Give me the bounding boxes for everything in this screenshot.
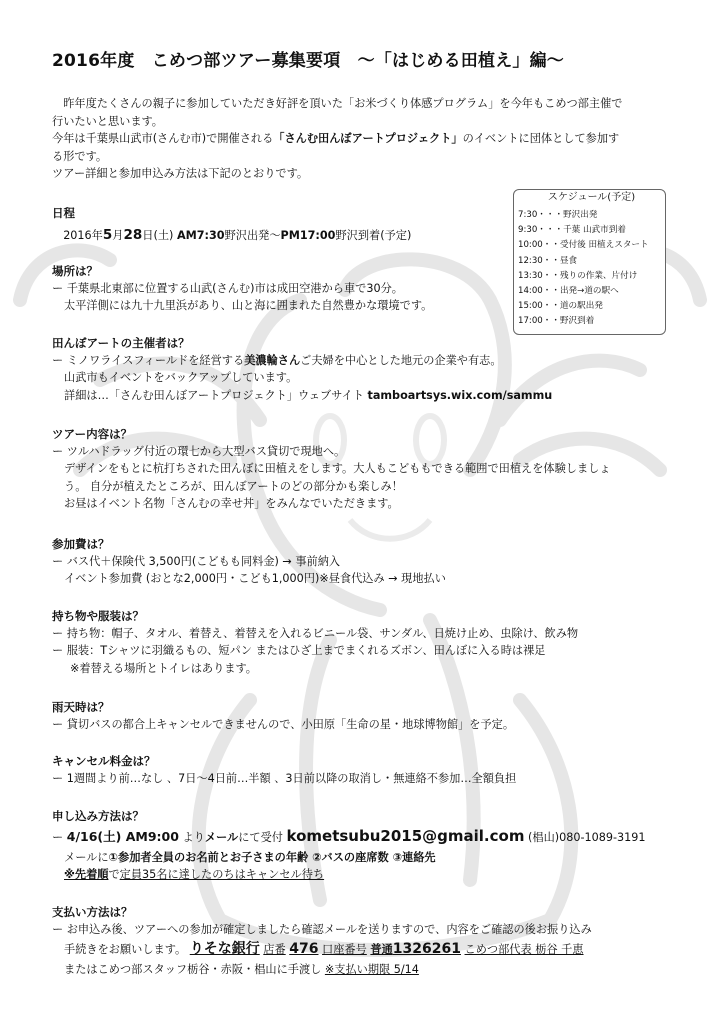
apply-line: ー 4/16(土) AM9:00 よりメールにて受付 kometsubu2015@gmail.com (椙山)080-1089-3191	[52, 827, 646, 845]
payment-line: ー お申込み後、ツアーへの参加が確定しましたら確認メールを送りますので、内容をご確認の後お振り込み	[52, 923, 592, 936]
section-cancel	[52, 752, 702, 787]
payment-line: 手続きをお願いします。 りそな銀行 店番 476 口座番号 普通1326261 こめつ部代表 栃谷 千恵	[64, 941, 584, 958]
tour-line: デザインをもとに杭打ちされた田んぼに田植えをします。大人もこどももできる範囲で田植えを体験しましょ	[64, 462, 611, 476]
apply-line: メールに①参加者全員のお名前とお子さまの年齢 ②バスの座席数 ③連絡先	[64, 851, 436, 864]
section-apply	[52, 807, 702, 884]
section-fee	[52, 535, 702, 588]
website-link[interactable]: tamboartsys.wix.com/sammu	[367, 388, 553, 402]
section-heading: 田んぼアートの主催者は？	[52, 336, 190, 350]
cancel-line: ー 1週間より前…なし 、7日〜4日前…半額 、3日前以降の取消し・無連絡不参加…全額負担	[52, 772, 517, 785]
section-heading: ツアー内容は？	[52, 427, 133, 441]
schedule-item: 13:30・・残りの作業、片付け	[518, 270, 638, 281]
section-date	[52, 204, 702, 244]
page-title: 2016年度 こめつ部ツアー募集要項 〜「はじめる田植え」編〜	[52, 51, 565, 71]
tour-line: お昼はイベント名物「さんむの幸せ丼」をみんなでいただきます。	[64, 497, 399, 511]
items-line: ー 服装：Tシャツに羽織るもの、短パン またはひざ上までまくれるズボン、田んぼに入る時は裸足	[52, 644, 546, 658]
section-place	[52, 262, 702, 315]
intro-line: 昨年度たくさんの親子に参加していただき好評を頂いた「お米づくり体感プログラム」を今年もこめつ部主催で	[52, 97, 623, 110]
schedule-item: 10:00・・受付後 田植えスタート	[518, 240, 649, 251]
section-heading: 支払い方法は？	[52, 905, 133, 919]
section-heading: 場所は？	[52, 264, 98, 278]
schedule-item: 17:00・・野沢到着	[518, 316, 595, 327]
payment-line: またはこめつ部スタッフ栃谷・赤阪・椙山に手渡し ※支払い期限 5/14	[64, 963, 419, 977]
intro-line: る形です。	[52, 149, 108, 163]
intro-line: 今年は千葉県山武市(さんむ市)で開催される「さんむ田んぼアートプロジェクト」のイベントに団体として参加す	[52, 132, 620, 145]
apply-line: ※先着順で定員35名に達したのちはキャンセル待ち	[64, 868, 325, 882]
section-heading: キャンセル料金は？	[52, 754, 156, 768]
intro-line: 行いたいと思います。	[52, 114, 163, 128]
schedule-item: 7:30・・・野沢出発	[518, 210, 598, 220]
intro-line: ツアー詳細と参加申込み方法は下記のとおりです。	[52, 167, 309, 180]
organizer-line: ー ミノワライスフィールドを経営する美濃輪さんご夫婦を中心とした地元の企業や有志。	[52, 354, 502, 367]
fee-line: ー バス代＋保険代 3,500円(こどもも同料金) → 事前納入	[52, 555, 341, 568]
section-payment	[52, 903, 702, 979]
schedule-item: 14:00・・出発→道の駅へ	[518, 286, 619, 297]
schedule-item: 9:30・・・千葉 山武市到着	[518, 225, 626, 236]
date-line: 2016年5月28日(土) AM7:30野沢出発〜PM17:00野沢到着(予定)	[52, 227, 412, 243]
tour-line: ー ツルハドラッグ付近の環七から大型バス貸切で現地へ。	[52, 445, 346, 458]
schedule-item: 15:00・・道の駅出発	[518, 301, 603, 312]
section-heading: 日程	[52, 206, 75, 220]
schedule-item: 12:30・・昼食	[518, 255, 578, 266]
items-line: ※着替える場所とトイレはあります。	[70, 661, 257, 675]
section-tour	[52, 425, 702, 513]
rain-line: ー 貸切バスの都合上キャンセルできませんので、小田原「生命の星・地球博物館」を予定。	[52, 718, 515, 731]
organizer-line: 山武市もイベントをバックアップしています。	[64, 371, 298, 385]
place-line: 太平洋側には九十九里浜があり、山と海に囲まれた自然豊かな環境です。	[64, 299, 433, 313]
section-organizer	[52, 334, 702, 404]
section-rain	[52, 698, 702, 733]
section-heading: 雨天時は？	[52, 700, 110, 714]
organizer-line: 詳細は…「さんむ田んぼアートプロジェクト」ウェブサイト tamboartsys.wix.com/sammu	[64, 388, 553, 402]
section-items	[52, 607, 702, 677]
intro-paragraph	[52, 95, 692, 183]
items-line: ー 持ち物：帽子、タオル、着替え、着替えを入れるビニール袋、サンダル、日焼け止め、虫除け、飲み物	[52, 627, 579, 640]
section-heading: 参加費は？	[52, 537, 110, 551]
email-address-link[interactable]: kometsubu2015@gmail.com	[286, 827, 525, 845]
fee-line: イベント参加費 (おとな2,000円・こども1,000円)※昼食代込み → 現地払い	[64, 572, 446, 586]
tour-line: う。 自分が植えたところが、田んぼアートのどの部分かも楽しみ！	[64, 479, 403, 493]
section-heading: 申し込み方法は？	[52, 809, 144, 823]
place-line: ー 千葉県北東部に位置する山武(さんむ)市は成田空港から車で30分。	[52, 282, 403, 295]
section-heading: 持ち物や服装は？	[52, 609, 144, 623]
schedule-title: スケジュール(予定)	[547, 192, 636, 203]
